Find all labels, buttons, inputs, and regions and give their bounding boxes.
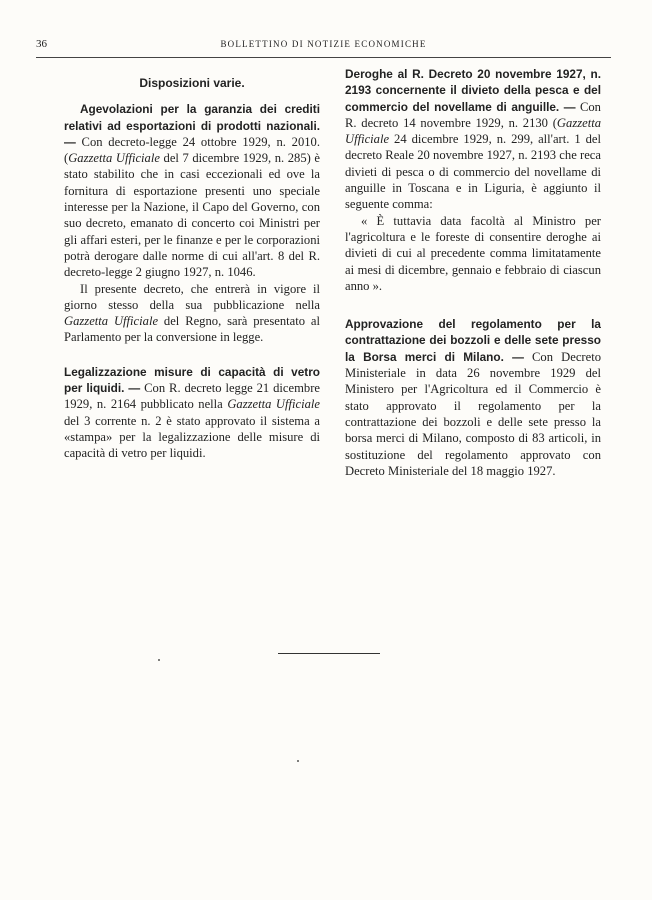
article-paragraph — [64, 364, 320, 462]
print-speck — [158, 659, 160, 661]
closing-rule — [278, 653, 380, 654]
running-title: BOLLETTINO DI NOTIZIE ECONOMICHE — [220, 39, 427, 49]
article-heading: Approvazione del regolamento per la contrattazione dei bozzoli e delle sete presso la Borsa merci di Milano. — — [345, 317, 601, 364]
article-glass-measures — [64, 364, 320, 462]
article-quote: « È tuttavia data facoltà al Ministro per l'agricoltura e le foreste di consentire deroghe ai divieti di cui al precedente comma limitatamente ai mesi di dicembre, gennaio e febbraio di ciascun anno ». — [345, 213, 601, 293]
print-speck — [297, 760, 299, 762]
section-title: Disposizioni varie. — [139, 76, 245, 90]
article-text: del 3 corrente n. 2 è stato approvato il sistema a «stampa» per la legalizzazione delle misure di capacità di vetro per liquidi. — [64, 413, 320, 461]
article-paragraph — [64, 101, 320, 280]
article-text: del 7 dicembre 1929, n. 285) è stato stabilito che in casi eccezionali ed ove la fornitura di esportazione presenti uno speciale interesse per la Nazione, il Capo del Governo, con suo decreto, emanato di concerto coi Ministri per gli affari esteri, per le finanze e per le corporazioni potrà derogare dalle norme di cui all'art. 8 del R. decreto-legge 2 giugno 1927, n. 1046. — [64, 151, 321, 280]
header-rule — [36, 57, 611, 58]
article-gazette-ref: Gazzetta Ufficiale — [68, 151, 160, 166]
article-text: Con R. decreto legge 21 dicembre 1929, n. 2164 pubblicato nella — [64, 381, 320, 412]
right-column — [345, 66, 601, 479]
article-text: Con R. decreto 14 novembre 1929, n. 2130 ( — [345, 99, 601, 130]
running-header — [36, 38, 611, 54]
article-text: del Regno, sarà presentato al Parlamento per la conversione in legge. — [64, 314, 320, 345]
article-export-credit-guarantee — [64, 101, 320, 345]
article-text: 24 dicembre 1929, n. 299, all'art. 1 del decreto Reale 20 novembre 1927, n. 2193 che reca divieti di pesca o di commercio del novellame di anguille in Toscana e in Liguria, è aggiunto il seguente comma: — [345, 132, 601, 212]
article-gazette-ref: Gazzetta Ufficiale — [227, 397, 320, 412]
article-paragraph — [64, 281, 320, 346]
article-text: Con decreto-legge 24 ottobre 1929, n. 2010. ( — [64, 134, 320, 166]
article-gazette-ref: Gazzetta Ufficiale — [64, 314, 159, 329]
article-text: Con Decreto Ministeriale in data 26 novembre 1929 del Ministero per l'Agricoltura ed il Commercio è stato approvato il regolamento per la contrattazione dei bozzoli e delle sete presso la borsa merci di Milano, composto di 83 articoli, in sostituzione del regolamento approvato con Decreto Ministeriale del 18 maggio 1927. — [345, 349, 601, 478]
article-silk-exchange-regulation — [345, 316, 601, 479]
article-paragraph — [345, 66, 601, 213]
article-heading: Legalizzazione misure di capacità di vetro per liquidi. — — [64, 364, 320, 396]
article-text: Il presente decreto, che entrerà in vigore il giorno stesso della sua pubblicazione nella — [64, 281, 320, 312]
spacer — [345, 294, 601, 316]
article-paragraph — [345, 316, 601, 479]
spacer — [64, 346, 320, 364]
page-number: 36 — [36, 38, 47, 50]
article-heading: Agevolazioni per la garanzia dei crediti relativi ad esportazioni di prodotti nazionali. — — [64, 102, 320, 149]
article-heading: Deroghe al R. Decreto 20 novembre 1927, n. 2193 concernente il divieto della pesca e del commercio del novellame di anguille. — — [345, 67, 601, 114]
article-eel-fishing-derogation — [345, 66, 601, 294]
left-column — [64, 66, 320, 462]
article-gazette-ref: Gazzetta Ufficiale — [345, 115, 601, 147]
